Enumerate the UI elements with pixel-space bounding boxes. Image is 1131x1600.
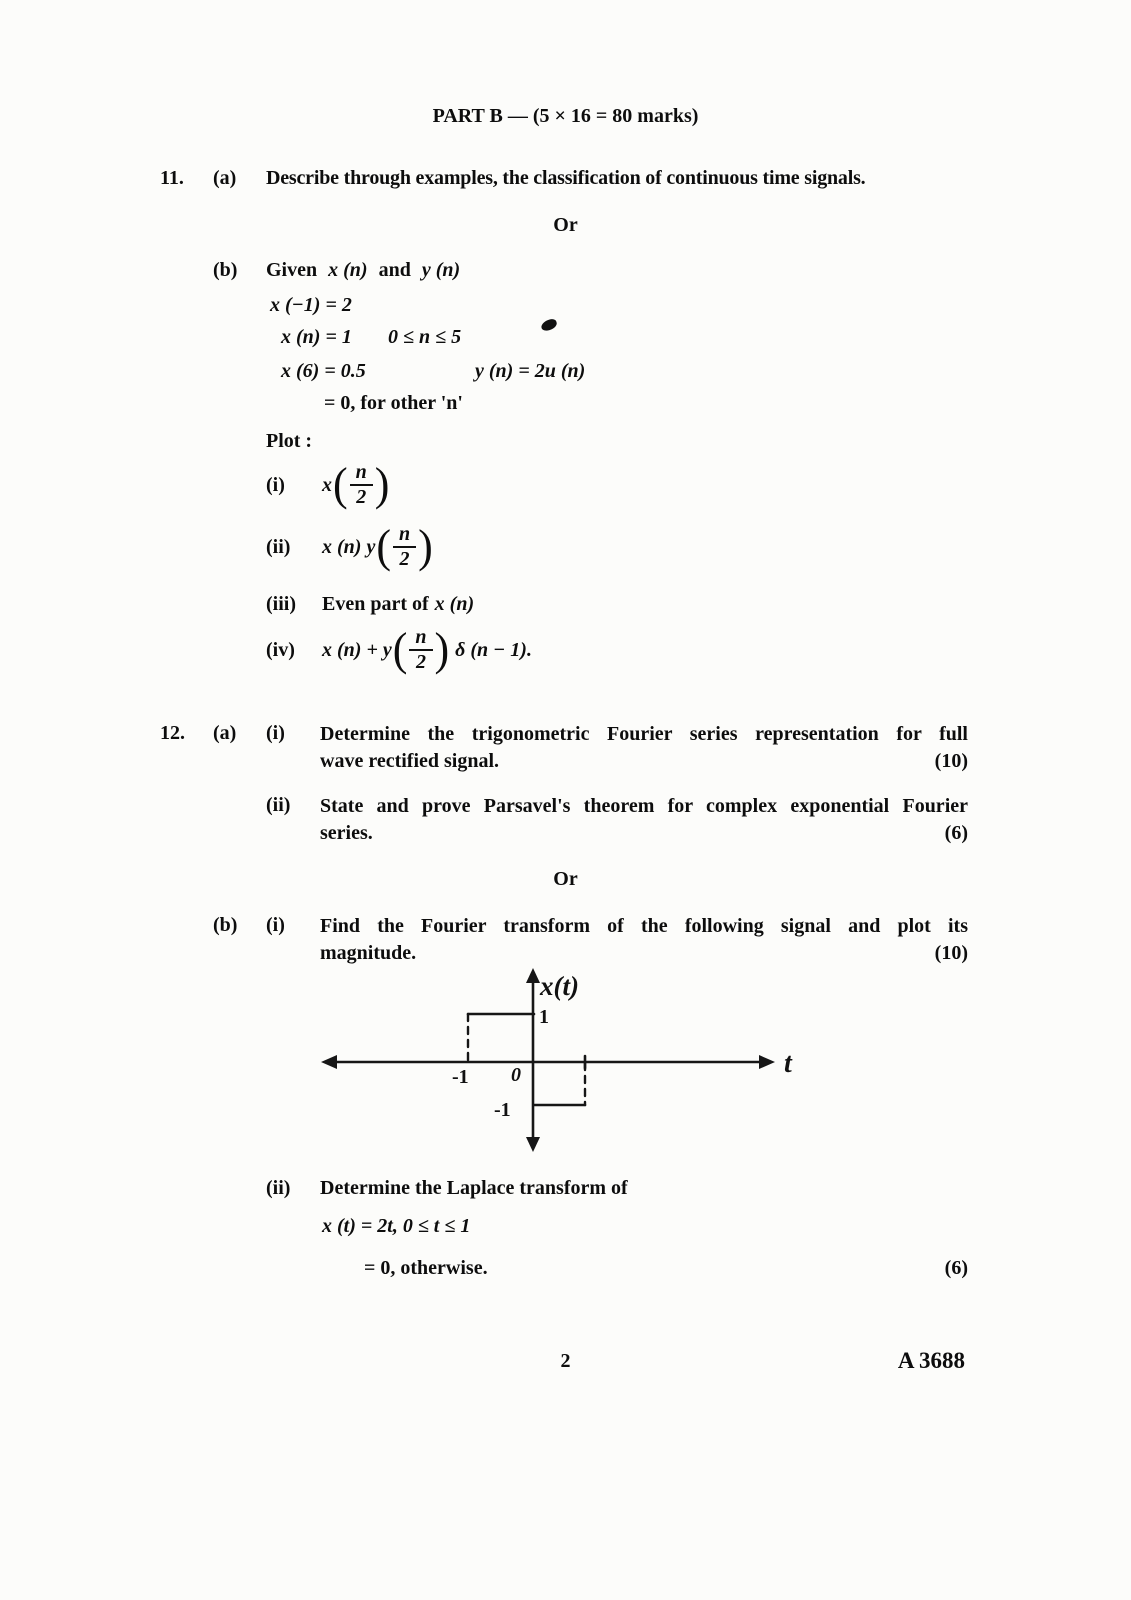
q12a-ii-marks: (6): [944, 822, 968, 844]
given-word-1: Given: [266, 259, 318, 281]
part-header: PART B — (5 × 16 = 80 marks): [432, 105, 699, 127]
q12b-label: (b): [213, 914, 238, 936]
q12-number: 12.: [160, 722, 185, 744]
q12a-i-line2: wave rectified signal.: [320, 750, 500, 772]
close-paren: ): [374, 458, 390, 511]
plot-item-iii-text: Even part of: [322, 593, 429, 615]
signal-figure: [318, 965, 818, 1165]
plot-item-i: [266, 456, 390, 514]
q11b-eq-4: = 0, for other 'n': [324, 392, 463, 414]
q12b-ii-eq1: x (t) = 2t, 0 ≤ t ≤ 1: [322, 1215, 471, 1237]
fraction-n-over-2: $\frac{n}{2}$: [350, 462, 373, 508]
upper-level-label: 1: [539, 1006, 549, 1028]
plot-item-ii-label: (ii): [266, 536, 291, 558]
given-y-n: y (n): [421, 259, 461, 281]
q12b-i-line1: Find the Fourier transform of the following signal and plot its: [320, 915, 968, 937]
q12a-i-marks: (10): [934, 750, 968, 772]
q11b-label: (b): [213, 259, 238, 281]
open-paren: (: [376, 520, 391, 573]
q12a-i-line1: Determine the trigonometric Fourier series representation for full: [320, 723, 968, 745]
fraction-n-over-2: $\frac{n}{2}$: [409, 627, 432, 673]
or-divider-1: Or: [553, 214, 578, 236]
q11-number: 11.: [160, 167, 184, 189]
plot-item-iii: [266, 590, 474, 618]
y-axis-up-arrow-icon: [526, 968, 540, 983]
q11b-eq-2b: 0 ≤ n ≤ 5: [388, 326, 462, 348]
y-axis-down-arrow-icon: [526, 1137, 540, 1152]
q12a-ii-line2: series.: [320, 822, 373, 844]
q12b-i-label: (i): [266, 914, 285, 936]
x-axis-label: t: [784, 1048, 792, 1079]
q12b-ii-text: Determine the Laplace transform of: [320, 1177, 628, 1199]
plot-item-ii-pre: x (n) y: [322, 536, 376, 558]
open-paren: (: [392, 623, 408, 676]
given-x-n: x (n): [328, 259, 368, 281]
plot-item-i-label: (i): [266, 474, 285, 496]
t-axis-left-arrow-icon: [321, 1055, 337, 1069]
lower-level-label: -1: [494, 1099, 511, 1121]
q12a-label: (a): [213, 722, 237, 744]
q12b-ii-marks: (6): [944, 1257, 968, 1279]
given-word-2: and: [378, 259, 411, 281]
paper-code: A 3688: [897, 1348, 965, 1373]
t-axis-right-arrow-icon: [759, 1055, 775, 1069]
q11b-eq-3a: x (6) = 0.5: [281, 360, 366, 382]
q12b-i-marks: (10): [934, 942, 968, 964]
close-paren: ): [418, 520, 433, 573]
left-tick-label: -1: [452, 1066, 469, 1088]
close-paren: ): [434, 623, 450, 676]
plot-item-iv-label: (iv): [266, 639, 295, 661]
plot-item-iv-pre: x (n) + y: [322, 639, 392, 661]
q12b-i-line2: magnitude.: [320, 942, 417, 964]
open-paren: (: [333, 458, 348, 511]
page-number: 2: [560, 1350, 571, 1372]
plot-item-i-pre: x: [322, 474, 332, 496]
plot-item-iv-post: δ (n − 1).: [455, 639, 532, 661]
q12a-i-label: (i): [266, 722, 285, 744]
q12b-ii-eq2: = 0, otherwise.: [364, 1257, 488, 1279]
fraction-n-over-2: $\frac{n}{2}$: [393, 524, 416, 570]
q12b-ii-label: (ii): [266, 1177, 291, 1199]
plot-item-iii-label: (iii): [266, 593, 296, 615]
q11b-eq-3b: y (n) = 2u (n): [475, 360, 586, 382]
plot-item-iv: [266, 621, 532, 679]
plot-item-iii-math: x (n): [434, 593, 475, 615]
q11b-eq-2a: x (n) = 1: [281, 326, 352, 348]
q11b-given: [266, 257, 460, 283]
q12a-ii-label: (ii): [266, 794, 291, 816]
q11b-eq-1: x (−1) = 2: [270, 294, 352, 316]
scan-ink-blot: [540, 318, 558, 332]
plot-item-ii: [266, 518, 434, 576]
q11a-label: (a): [213, 167, 237, 189]
origin-label: 0: [511, 1064, 521, 1086]
q11a-text: Describe through examples, the classification of continuous time signals.: [266, 167, 866, 189]
y-axis-label: x(t): [540, 971, 579, 1001]
q11b-plot-label: Plot :: [266, 430, 313, 452]
q12a-ii-line1: State and prove Parsavel's theorem for complex exponential Fourier: [320, 795, 968, 817]
or-divider-2: Or: [553, 868, 578, 890]
